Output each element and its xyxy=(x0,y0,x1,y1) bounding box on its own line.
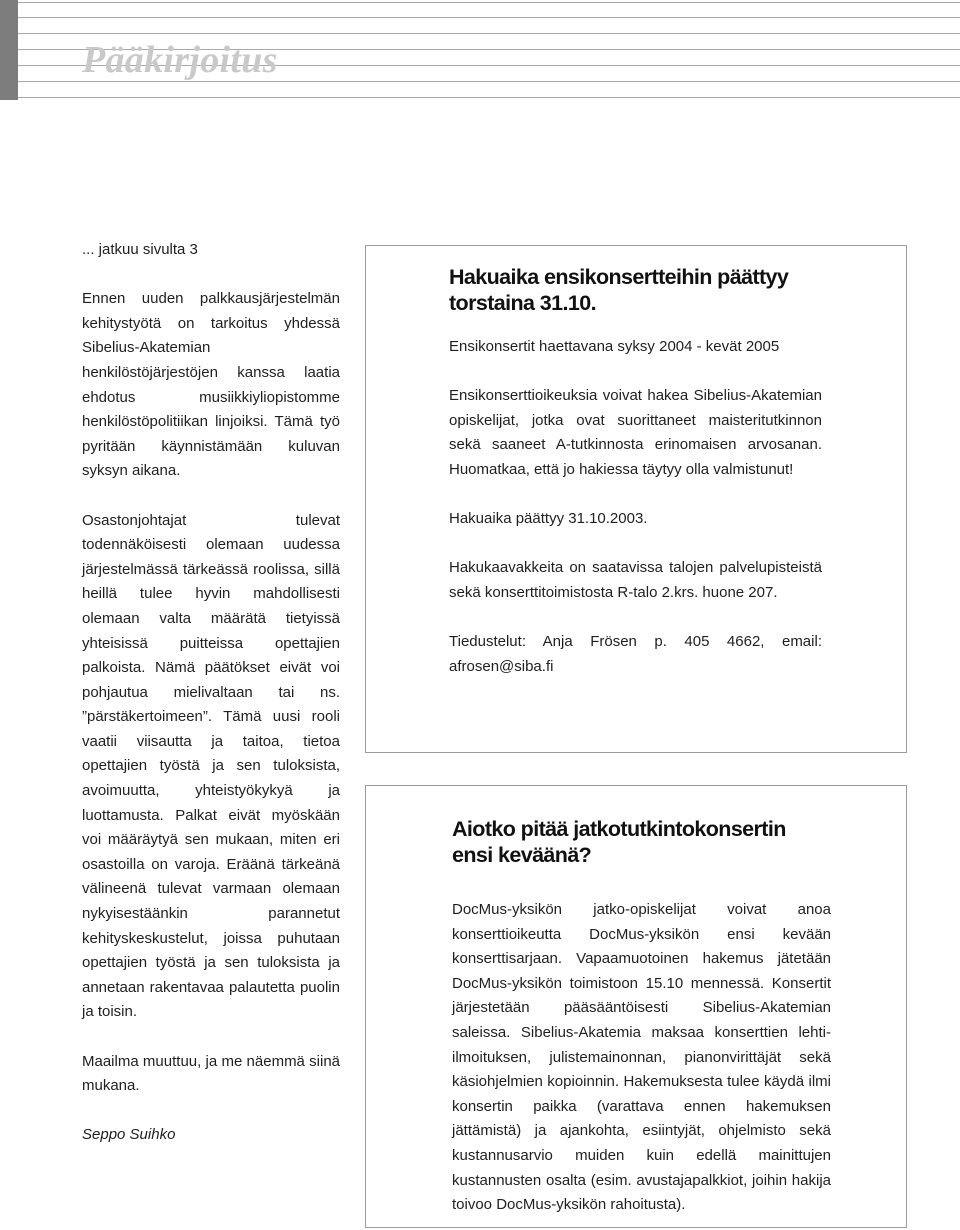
notice-box-ensikonsertit xyxy=(365,245,907,753)
page-title: Pääkirjoitus xyxy=(82,39,278,81)
signature: Seppo Suihko xyxy=(82,1126,176,1144)
editorial-paragraph: Maailma muuttuu, ja me näemmä siinä mukana. xyxy=(82,1052,340,1095)
notice-box-jatkotutkintokonsertti xyxy=(365,785,907,1228)
editorial-paragraph: Osastonjohtajat tulevat todennäköisesti olemaan uudessa järjestelmässä tärkeässä roolissa, sillä heillä tulee hyvin mahdollisesti olemaan valta määrätä tietyissä yhteisissä puitteissa opettajien palkoista. Nämä päätökset eivät voi pohjautua mielivaltaan tai ns. ”pärstäkertoimeen”. Tämä uusi rooli vaatii viisautta ja taitoa, tietoa opettajien työstä ja sen tuloksista, avoimuutta, yhteistyökykyä ja luottamusta. Palkat eivät myöskään voi määräytyä sen mukaan, miten eri osastoilla on varoja. Eräänä tärkeänä välineenä tulevat varmaan olemaan nykyisestäänkin parannetut kehityskeskustelut, joissa puhutaan opettajien työstä ja sen tuloksista ja annetaan rakentavaa palautetta puolin ja toisin. xyxy=(82,511,340,1021)
header-rule xyxy=(18,33,960,34)
notice-paragraph: Ensikonsertit haettavana syksy 2004 - kevät 2005 xyxy=(449,338,780,355)
header-rule xyxy=(18,17,960,18)
continued-note: ... jatkuu sivulta 3 xyxy=(82,241,198,258)
notice-paragraph: Hakuaika päättyy 31.10.2003. xyxy=(449,510,648,528)
notice-paragraph: DocMus-yksikön jatko-opiskelijat voivat anoa konserttioikeutta DocMus-yksikön ensi kevään konserttisarjaan. Vapaamuotoinen hakemus jätetään DocMus-yksikön toimistoon 15.10 mennessä. Konsertit järjestetään pääsääntöisesti Sibelius-Akatemian saleissa. Sibelius-Akatemia maksaa konserttien lehti-ilmoituksen, julistemainonnan, pianonvirittäjät sekä käsiohjelmien kopioinnin. Hakemuksesta tulee käydä ilmi konsertin paikka (varattava ennen hakemuksen jättämistä) ja ajankohta, esiintyjät, ohjelmisto sekä kustannusarvio muiden kuin edellä mainittujen kustannusten osalta (esim. avustajapalkkiot, joihin hakija toivoo DocMus-yksikön rahoitusta). xyxy=(452,901,831,1214)
editorial-paragraph: Ennen uuden palkkausjärjestelmän kehitystyötä on tarkoitus yhdessä Sibelius-Akatemian henkilöstöjärjestöjen kanssa laatia ehdotus musiikkiyliopistomme henkilöstöpolitiikan linjoiksi. Tämä työ pyritään käynnistämään kuluvan syksyn aikana. xyxy=(82,290,340,480)
editorial-column xyxy=(82,238,340,1173)
header-rule xyxy=(18,97,960,98)
notice-heading: Hakuaika ensikonsertteihin päättyy torstaina 31.10. xyxy=(449,265,789,315)
header-accent-bar xyxy=(0,0,18,100)
notice-paragraph: Tiedustelut: Anja Frösen p. 405 4662, email: afrosen@siba.fi xyxy=(449,633,822,675)
notice-paragraph: Hakukaavakkeita on saatavissa talojen palvelupisteistä sekä konserttitoimistosta R-talo 2.krs. huone 207. xyxy=(449,559,822,601)
notice-heading: Aiotko pitää jatkotutkintokonsertin ensi keväänä? xyxy=(452,817,786,867)
notice-paragraph: Ensikonserttioikeuksia voivat hakea Sibelius-Akatemian opiskelijat, jotka ovat suorittaneet maisteritutkinnon sekä saaneet A-tutkinnosta erinomaisen arvosanan. Huomatkaa, että jo hakiessa täytyy olla valmistunut! xyxy=(449,387,822,478)
header-rule xyxy=(18,2,960,3)
